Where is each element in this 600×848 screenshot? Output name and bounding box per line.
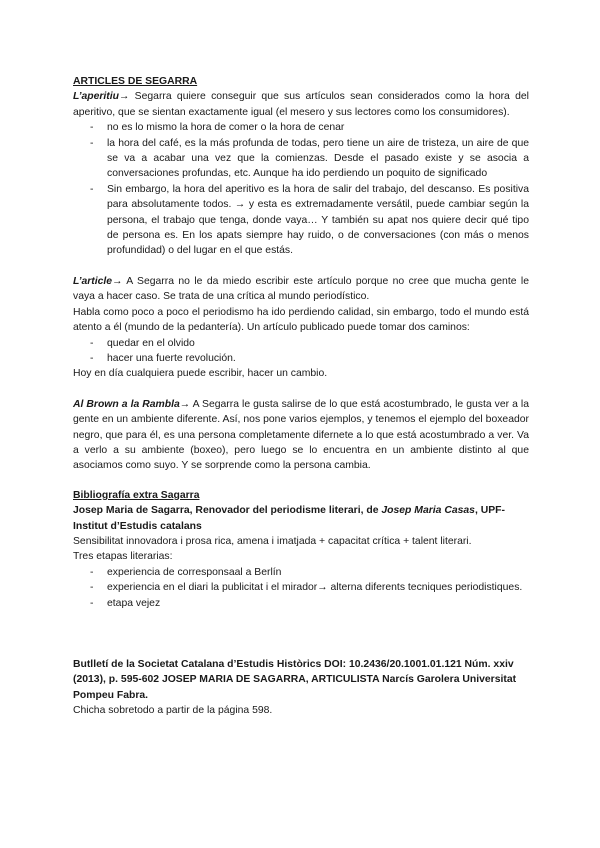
article-text: → A Segarra no le da miedo escribir este artículo porque no cree que mucha gente le vaya a hacer caso. Se trata de una crítica al mundo periodístico. [73, 275, 529, 303]
aperitiu-list [73, 120, 529, 259]
aperitiu-text: → Segarra quiere conseguir que sus artículos sean considerados como la hora del aperitivo, que se sientan exactamente igual (el mesero y sus lectores como los consumidores). [73, 91, 529, 118]
list-item: - no es lo mismo la hora de comer o la hora de cenar [73, 120, 529, 135]
list-item: - quedar en el olvido [73, 336, 529, 351]
list-item: - hacer una fuerte revolución. [73, 351, 529, 366]
reference-publisher: , UPF-Institut d’Estudis catalans [73, 505, 505, 532]
bibliography-line: Tres etapas literarias: [73, 551, 173, 563]
list-item: - Sin embargo, la hora del aperitivo es la hora de salir del trabajo, del descanso. Es positiva para absolutamente todos. → y esta es extremadamente versátil, puede cambiar según la persona, el trabajo que tenga, donde vaya… Y también su apat nos quiere decir qué tipo de persona es. En los apats siempre hay ruido, o de conversaciones (con más o menos profundidad) o del lugar en el que estás. [73, 182, 529, 259]
aperitiu-term: L’aperitiu [73, 91, 119, 103]
aperitiu-paragraph [73, 89, 529, 120]
list-item: - etapa vejez [73, 596, 529, 611]
citation: Butlletí de la Societat Catalana d’Estudis Històrics DOI: 10.2436/20.1001.01.121 Núm. xxiv (2013), p. 595-602 JOSEP MARIA DE SAGARRA, ARTICULISTA Narcís Garolera Universitat Pompeu Fabra. [73, 659, 517, 701]
article-detail-paragraph: Habla como poco a poco el periodismo ha ido perdiendo calidad, sin embargo, todo el mundo está atento a él (mundo de la pedantería). Un artículo publicado puede tomar dos caminos: [73, 306, 529, 334]
brown-text: → A Segarra le gusta salirse de lo que está acostumbrado, le gusta ver a la gente en un ambiente diferente. Así, nos pone varios ejemplos, y tenemos el ejemplo del boxeador negro, que para él, es una persona completamente difernete a lo que está acostumbrado a ver. Va a verlo a su ambiente (boxeo), pero luego se lo encuentra en un ambiente distinto al que asociamos como suyo. Y se sorprende como la persona cambia. [73, 398, 529, 472]
spacer [73, 259, 529, 274]
list-item: - experiencia en el diari la publicitat i el mirador→ alterna diferents tecniques periodistiques. [73, 580, 529, 595]
list-item: - experiencia de corresponsaal a Berlín [73, 565, 529, 580]
spacer [73, 474, 529, 488]
spacer [73, 382, 529, 397]
article-closing: Hoy en día cualquiera puede escribir, hacer un cambio. [73, 368, 328, 380]
section-heading-bibliografia: Bibliografía extra Sagarra [73, 489, 200, 501]
brown-paragraph [73, 397, 529, 474]
section-heading-articles: ARTICLES DE SEGARRA [73, 76, 198, 87]
brown-term: Al Brown a la Rambla [73, 398, 180, 410]
reference-author: Josep Maria Casas [381, 505, 475, 517]
bibliography-line: Sensibilitat innovadora i prosa rica, amena i imatjada + capacitat crítica + talent literari. [73, 535, 472, 547]
list-item: - la hora del café, es la más profunda de todas, pero tiene un aire de tristeza, un aire de que se va a acabar una vez que la comienzas. Desde el pasado existe y se asocia a conversaciones profundas, etc. Aunque ha ido perdiendo un poquito de significado [73, 136, 529, 182]
etapas-list [73, 565, 529, 611]
reference-title: Josep Maria de Sagarra, Renovador del periodisme literari, de [73, 505, 382, 517]
bibliography-reference [73, 503, 529, 534]
spacer [73, 611, 529, 657]
citation-note: Chicha sobretodo a partir de la página 598. [73, 705, 273, 717]
document-page [73, 74, 529, 719]
article-paragraph [73, 274, 529, 305]
article-list [73, 336, 529, 367]
article-term: L’article [73, 275, 113, 287]
